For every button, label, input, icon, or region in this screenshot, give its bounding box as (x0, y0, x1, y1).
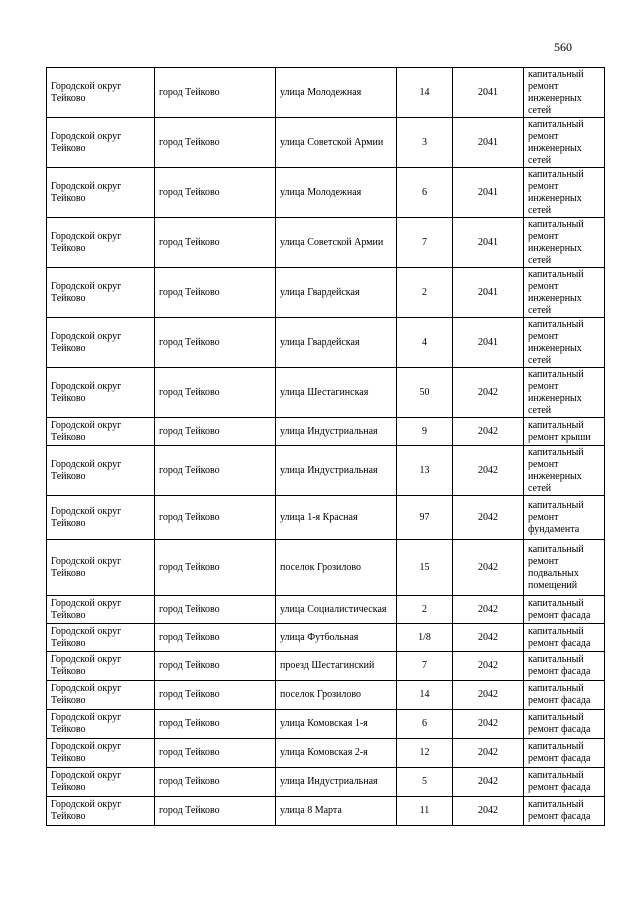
cell-district: Городской округ Тейково (47, 681, 155, 710)
cell-house-number: 14 (397, 681, 453, 710)
cell-year: 2042 (453, 797, 524, 826)
cell-city: город Тейково (155, 68, 276, 118)
cell-year: 2041 (453, 218, 524, 268)
cell-work-type: капитальный ремонт подвальных помещений (524, 540, 605, 596)
cell-work-type: капитальный ремонт инженерных сетей (524, 268, 605, 318)
cell-house-number: 15 (397, 540, 453, 596)
cell-city: город Тейково (155, 118, 276, 168)
cell-city: город Тейково (155, 652, 276, 681)
cell-city: город Тейково (155, 710, 276, 739)
cell-work-type: капитальный ремонт фасада (524, 681, 605, 710)
cell-work-type: капитальный ремонт инженерных сетей (524, 68, 605, 118)
cell-work-type: капитальный ремонт инженерных сетей (524, 318, 605, 368)
cell-district: Городской округ Тейково (47, 218, 155, 268)
cell-house-number: 1/8 (397, 624, 453, 652)
cell-street: поселок Грозилово (276, 681, 397, 710)
cell-street: улица Индустриальная (276, 446, 397, 496)
cell-house-number: 9 (397, 418, 453, 446)
cell-year: 2042 (453, 652, 524, 681)
table-row (47, 68, 605, 118)
cell-work-type: капитальный ремонт крыши (524, 418, 605, 446)
cell-street: улица Шестагинская (276, 368, 397, 418)
cell-house-number: 4 (397, 318, 453, 368)
cell-district: Городской округ Тейково (47, 368, 155, 418)
cell-house-number: 6 (397, 168, 453, 218)
cell-district: Городской округ Тейково (47, 768, 155, 797)
cell-city: город Тейково (155, 739, 276, 768)
cell-work-type: капитальный ремонт фасада (524, 624, 605, 652)
table-row (47, 368, 605, 418)
cell-house-number: 5 (397, 768, 453, 797)
cell-district: Городской округ Тейково (47, 118, 155, 168)
table-row (47, 681, 605, 710)
cell-house-number: 6 (397, 710, 453, 739)
cell-work-type: капитальный ремонт инженерных сетей (524, 218, 605, 268)
cell-house-number: 12 (397, 739, 453, 768)
cell-city: город Тейково (155, 218, 276, 268)
cell-street: улица Советской Армии (276, 118, 397, 168)
cell-district: Городской округ Тейково (47, 168, 155, 218)
cell-city: город Тейково (155, 681, 276, 710)
cell-city: город Тейково (155, 540, 276, 596)
cell-work-type: капитальный ремонт инженерных сетей (524, 168, 605, 218)
table-row (47, 624, 605, 652)
cell-house-number: 7 (397, 218, 453, 268)
cell-year: 2041 (453, 318, 524, 368)
cell-year: 2042 (453, 368, 524, 418)
table-row (47, 418, 605, 446)
table-row (47, 268, 605, 318)
table-row (47, 739, 605, 768)
cell-work-type: капитальный ремонт фасада (524, 768, 605, 797)
cell-district: Городской округ Тейково (47, 739, 155, 768)
cell-city: город Тейково (155, 797, 276, 826)
cell-year: 2042 (453, 681, 524, 710)
cell-street: улица Индустриальная (276, 768, 397, 797)
cell-street: улица Молодежная (276, 168, 397, 218)
cell-city: город Тейково (155, 168, 276, 218)
cell-work-type: капитальный ремонт фасада (524, 739, 605, 768)
cell-city: город Тейково (155, 418, 276, 446)
cell-street: проезд Шестагинский (276, 652, 397, 681)
cell-street: улица Футбольная (276, 624, 397, 652)
cell-work-type: капитальный ремонт фасада (524, 596, 605, 624)
cell-year: 2041 (453, 118, 524, 168)
cell-district: Городской округ Тейково (47, 418, 155, 446)
cell-district: Городской округ Тейково (47, 496, 155, 540)
table-row (47, 540, 605, 596)
cell-year: 2042 (453, 624, 524, 652)
cell-district: Городской округ Тейково (47, 68, 155, 118)
cell-year: 2042 (453, 596, 524, 624)
cell-work-type: капитальный ремонт фундамента (524, 496, 605, 540)
cell-street: улица Индустриальная (276, 418, 397, 446)
cell-year: 2042 (453, 739, 524, 768)
cell-house-number: 13 (397, 446, 453, 496)
cell-street: улица Молодежная (276, 68, 397, 118)
cell-work-type: капитальный ремонт инженерных сетей (524, 118, 605, 168)
cell-year: 2042 (453, 710, 524, 739)
cell-year: 2042 (453, 540, 524, 596)
cell-year: 2042 (453, 768, 524, 797)
cell-work-type: капитальный ремонт инженерных сетей (524, 446, 605, 496)
cell-work-type: капитальный ремонт фасада (524, 710, 605, 739)
cell-city: город Тейково (155, 446, 276, 496)
cell-year: 2041 (453, 68, 524, 118)
cell-district: Городской округ Тейково (47, 797, 155, 826)
cell-street: улица 1-я Красная (276, 496, 397, 540)
cell-district: Городской округ Тейково (47, 268, 155, 318)
cell-city: город Тейково (155, 768, 276, 797)
cell-city: город Тейково (155, 268, 276, 318)
cell-city: город Тейково (155, 368, 276, 418)
cell-city: город Тейково (155, 596, 276, 624)
cell-district: Городской округ Тейково (47, 446, 155, 496)
cell-street: улица Социалистическая (276, 596, 397, 624)
table-row (47, 652, 605, 681)
cell-house-number: 2 (397, 268, 453, 318)
table-row (47, 446, 605, 496)
cell-house-number: 97 (397, 496, 453, 540)
cell-work-type: капитальный ремонт фасада (524, 797, 605, 826)
cell-year: 2042 (453, 446, 524, 496)
table-row (47, 768, 605, 797)
table-row (47, 318, 605, 368)
cell-year: 2042 (453, 496, 524, 540)
cell-street: улица 8 Марта (276, 797, 397, 826)
cell-city: город Тейково (155, 624, 276, 652)
cell-district: Городской округ Тейково (47, 710, 155, 739)
cell-year: 2041 (453, 168, 524, 218)
cell-house-number: 14 (397, 68, 453, 118)
cell-district: Городской округ Тейково (47, 596, 155, 624)
cell-house-number: 7 (397, 652, 453, 681)
cell-year: 2042 (453, 418, 524, 446)
table-row (47, 218, 605, 268)
cell-street: улица Советской Армии (276, 218, 397, 268)
cell-district: Городской округ Тейково (47, 652, 155, 681)
table-row (47, 496, 605, 540)
table-row (47, 118, 605, 168)
cell-year: 2041 (453, 268, 524, 318)
cell-house-number: 2 (397, 596, 453, 624)
cell-city: город Тейково (155, 318, 276, 368)
cell-street: улица Гвардейская (276, 268, 397, 318)
repair-schedule-table (46, 67, 605, 826)
cell-city: город Тейково (155, 496, 276, 540)
cell-street: поселок Грозилово (276, 540, 397, 596)
table-row (47, 710, 605, 739)
cell-house-number: 3 (397, 118, 453, 168)
table-row (47, 168, 605, 218)
cell-street: улица Гвардейская (276, 318, 397, 368)
table-row (47, 797, 605, 826)
page-number: 560 (554, 40, 572, 54)
cell-work-type: капитальный ремонт инженерных сетей (524, 368, 605, 418)
cell-district: Городской округ Тейково (47, 624, 155, 652)
cell-house-number: 50 (397, 368, 453, 418)
cell-street: улица Комовская 1-я (276, 710, 397, 739)
table-row (47, 596, 605, 624)
cell-street: улица Комовская 2-я (276, 739, 397, 768)
cell-district: Городской округ Тейково (47, 318, 155, 368)
cell-house-number: 11 (397, 797, 453, 826)
cell-work-type: капитальный ремонт фасада (524, 652, 605, 681)
cell-district: Городской округ Тейково (47, 540, 155, 596)
